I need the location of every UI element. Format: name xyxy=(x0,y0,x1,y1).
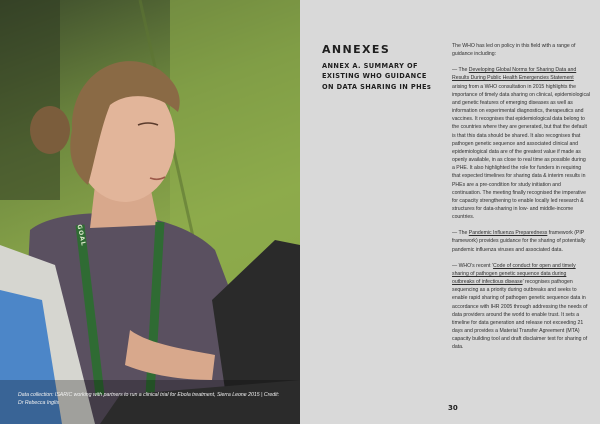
intro-paragraph: The WHO has led on policy in this field with a range of guidance including: xyxy=(452,43,576,58)
lanyard-text: GOAL xyxy=(75,223,87,248)
page-number: 30 xyxy=(448,404,458,412)
item-lead: — The xyxy=(452,67,469,74)
guidance-item-pip-framework xyxy=(452,229,590,253)
guidance-item-code-of-conduct xyxy=(452,262,590,352)
body-column xyxy=(452,42,590,359)
item-body: framework (PIP framework) provides guidance for the sharing of potentially pandemic influenza viruses and associated data. xyxy=(452,230,586,253)
page-heading: ANNEXES xyxy=(322,43,391,56)
global-norms-link[interactable]: Developing Global Norms for Sharing Data and Results During Public Health Emergencies Statement xyxy=(452,67,577,82)
item-body: arising from a WHO consultation in 2015 highlights the importance of timely data sharing on clinical, epidemiological and genetic features of emerging diseases as well as information on experimental diagnostics, therapeutics and vaccines. It recognises that epidemiological data belong to the countries where they are generated, but that the default is that this data should be shared. It also recognises that pathogen genetic sequence and associated clinical and epidemiological data are of the greatest value if made as openly available, in as close to real time as possible during a PHE. It also highlighted the role for funders in requiring that expected timelines for sharing data & interim results in PHEs are a pre-condition for study initiation and continuation. The meeting finally recognised the imperative for capacity strengthening to enable locally led research & structures for data-sharing in low- and middle-income countries. xyxy=(452,83,591,221)
annex-subheading: ANNEX A. SUMMARY OF EXISTING WHO GUIDANCE ON DATA SHARING IN PHEs xyxy=(322,62,432,91)
annex-page xyxy=(300,0,600,424)
item-lead: — The xyxy=(452,230,469,237)
code-of-conduct-link[interactable]: Code of conduct for open and timely sharing of pathogen genetic sequence data during outbreaks of infectious disease xyxy=(452,262,576,286)
item-body: ’ recognises pathogen sequencing as a priority during outbreaks and seeks to enable rapid sharing of pathogen genetic sequence data in accordance with IHR 2005 through addressing the needs of data providers around the world to enable trust. It sets a timeline for data generation and release not exceeding 21 days and provides a Material Transfer Agreement (MTA) capacity building tool and draft disclaimer text for sharing of data. xyxy=(452,279,588,351)
photo-caption: Data collection: ISARIC working with partners to run a clinical trial for Ebola treatment, Sierra Leone 2015 | Credit: Dr Rebecca Inglis xyxy=(18,392,280,406)
guidance-item-global-norms xyxy=(452,66,590,221)
pip-framework-link[interactable]: Pandemic Influenza Preparedness xyxy=(468,230,548,237)
item-lead: — WHO’s recent ‘ xyxy=(452,262,494,269)
